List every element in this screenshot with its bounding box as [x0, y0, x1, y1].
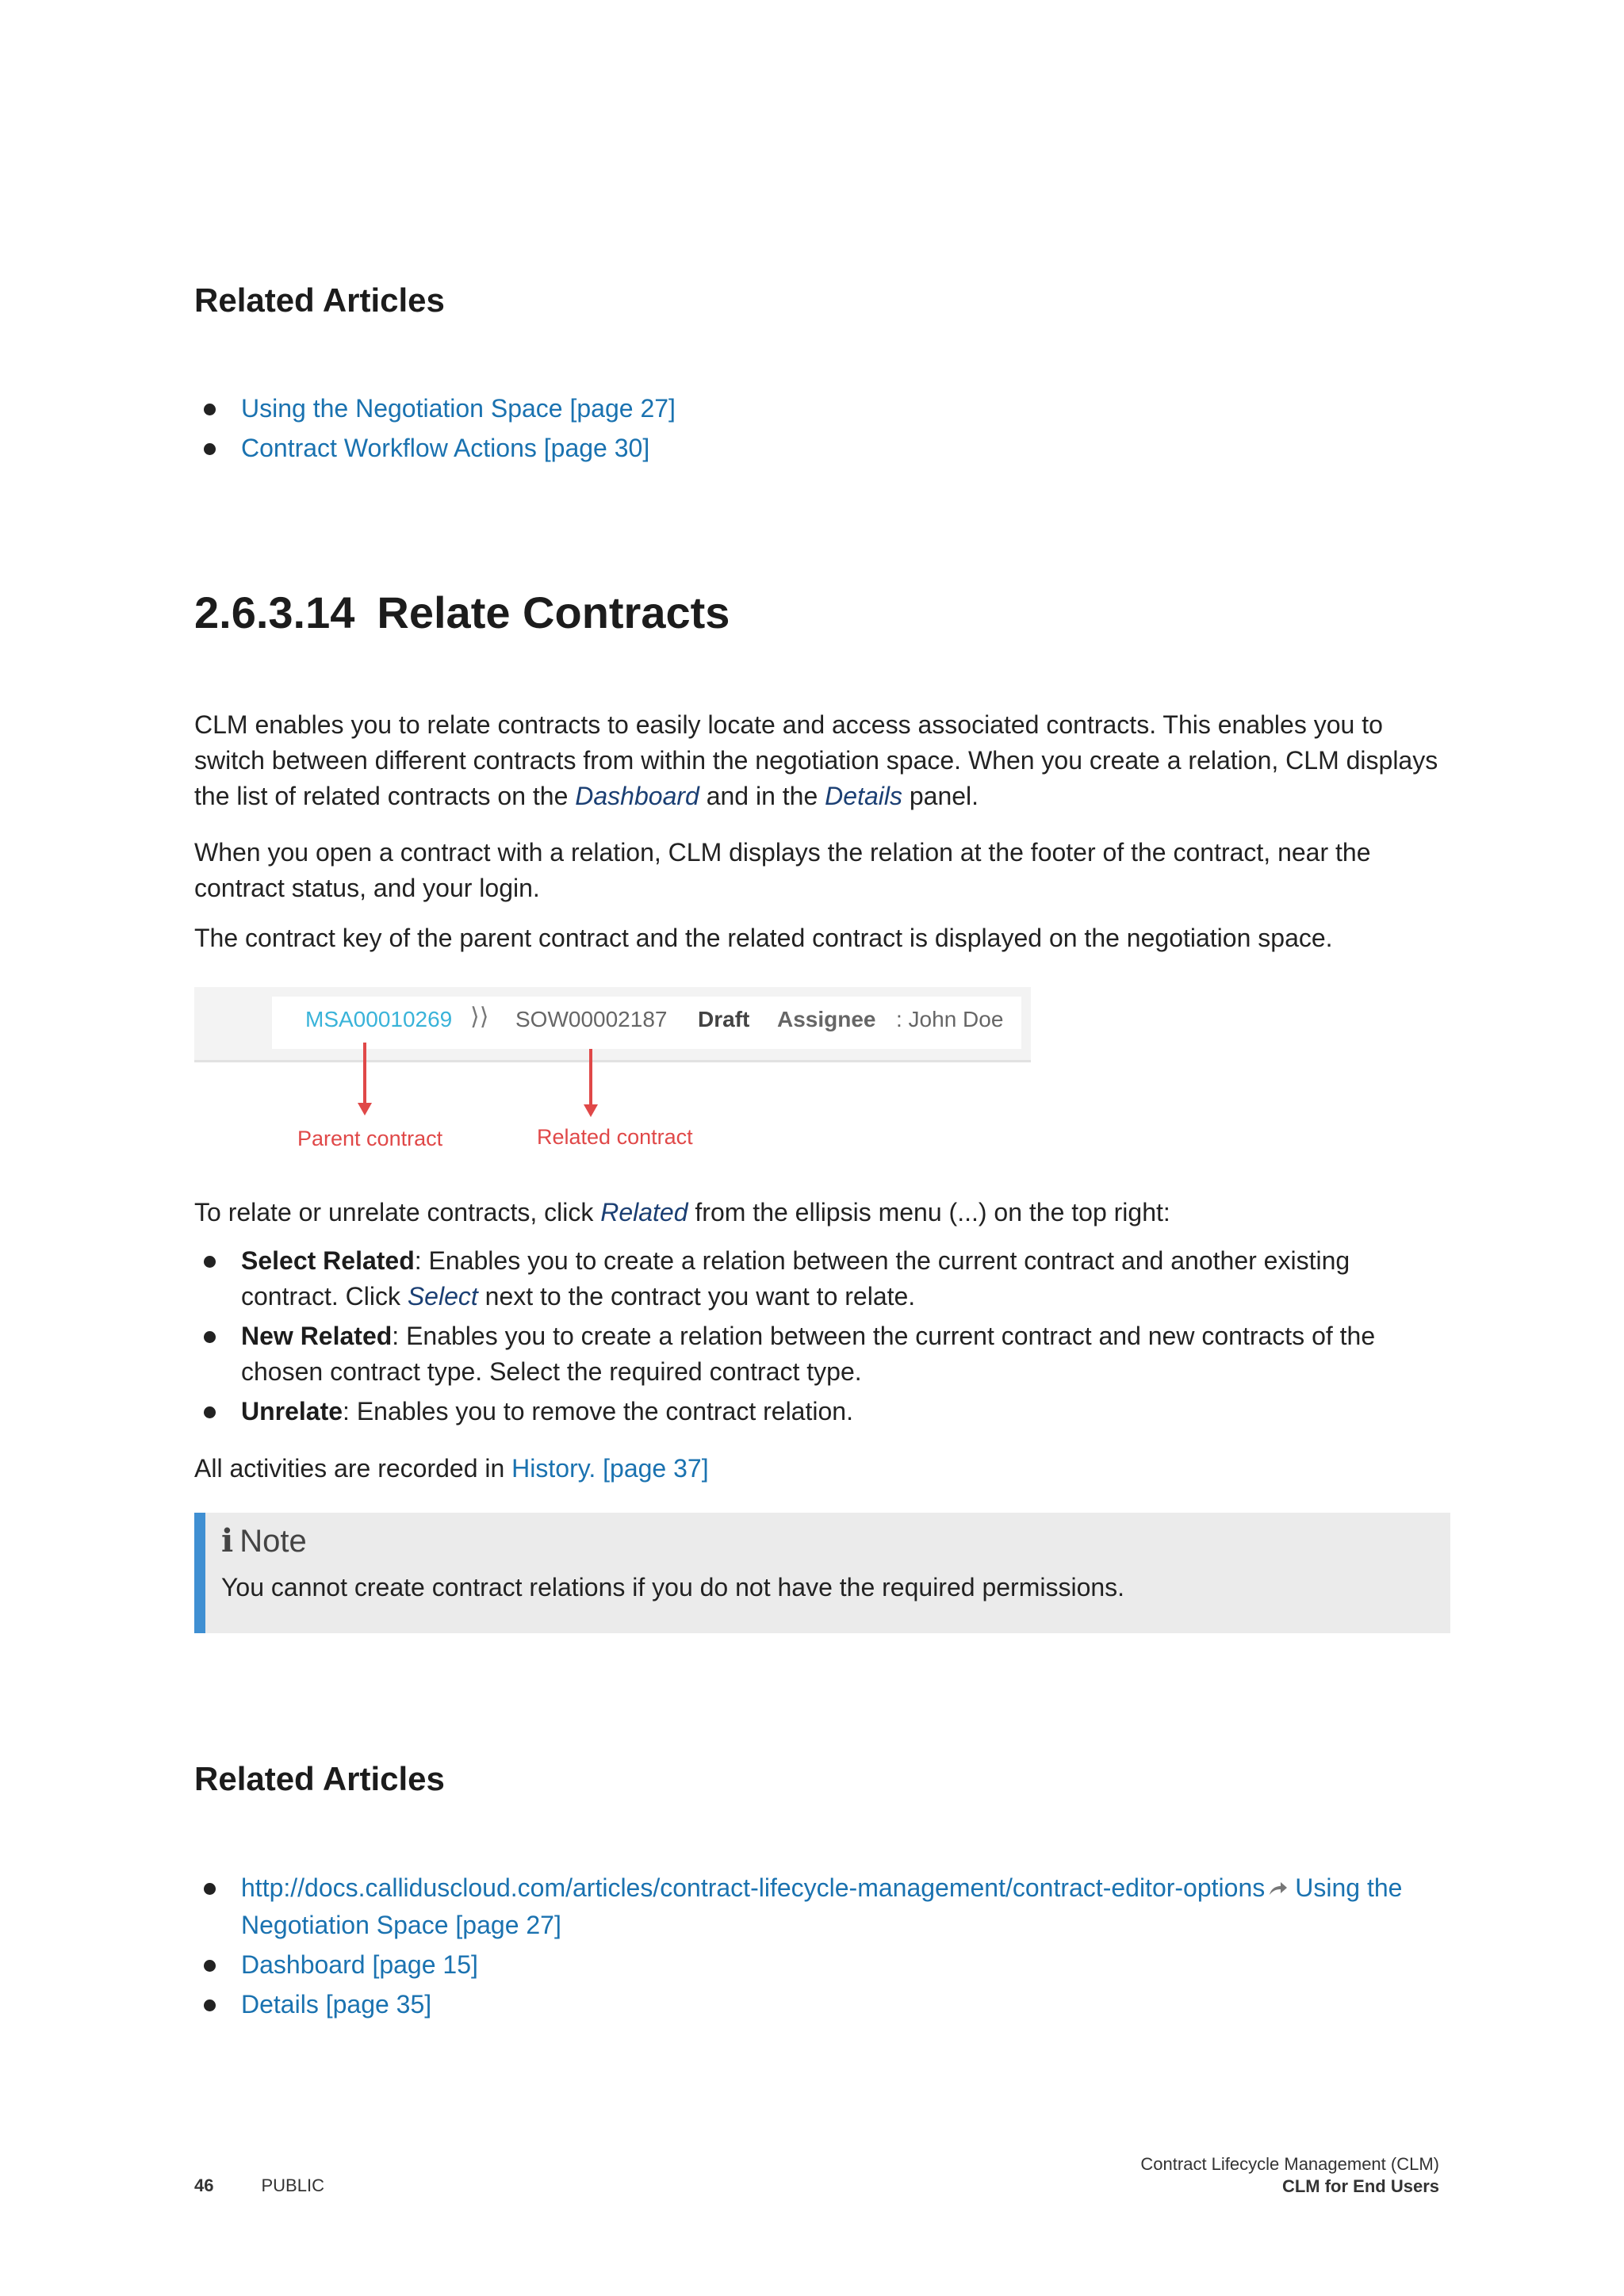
section-number: 2.6.3.14	[194, 587, 355, 637]
paragraph-relate-instructions	[194, 1195, 1447, 1230]
link-negotiation-space[interactable]: Using the Negotiation Space [page 27]	[241, 394, 676, 423]
paragraph-history	[194, 1451, 1447, 1487]
list-item	[194, 1987, 1447, 2022]
section-title-text: Relate Contracts	[377, 587, 730, 637]
classification-label: PUBLIC	[261, 2175, 324, 2195]
assignee-label: Assignee	[777, 1007, 876, 1031]
list-item	[194, 391, 1447, 427]
term-new-related: New Related	[241, 1322, 393, 1350]
list-item	[194, 1394, 1447, 1429]
text: and in the	[699, 782, 825, 810]
parent-contract-key: MSA00010269	[305, 1007, 453, 1031]
parent-contract-label: Parent contract	[297, 1127, 443, 1150]
link-contract-workflow-actions[interactable]: Contract Workflow Actions [page 30]	[241, 434, 650, 462]
link-dashboard[interactable]: Dashboard [page 15]	[241, 1950, 478, 1980]
text: CLM enables you to relate contracts to easily locate and access associated contracts. This enables you to switch between different contracts from within the negotiation space. When you create a relation, CLM displays the list of related contracts on the	[194, 710, 1438, 810]
related-articles-heading: Related Articles	[194, 281, 445, 319]
note-title: Note	[239, 1524, 307, 1559]
external-link-icon	[1268, 1872, 1289, 1908]
chevron-right-icon: ⟩⟩	[470, 1004, 489, 1030]
link-history[interactable]: History. [page 37]	[511, 1454, 709, 1483]
paragraph-intro	[194, 707, 1447, 814]
footer-right	[1140, 2153, 1439, 2198]
section-title	[194, 587, 730, 638]
list-item	[194, 430, 1447, 466]
paragraph-relation-footer: When you open a contract with a relation, CLM displays the relation at the footer of the contract, near the contract status, and your login.	[194, 838, 1371, 902]
term-unrelate: Unrelate	[241, 1397, 343, 1425]
ui-ref-details: Details	[825, 782, 902, 810]
related-articles-heading-bottom: Related Articles	[194, 1760, 445, 1797]
text: from the ellipsis menu (...) on the top right:	[688, 1198, 1170, 1226]
note-heading	[221, 1522, 307, 1559]
page-number: 46	[194, 2175, 214, 2195]
note-box	[194, 1513, 1450, 1633]
text: next to the contract you want to relate.	[477, 1282, 916, 1311]
term-select-related: Select Related	[241, 1246, 415, 1275]
list-item	[194, 1318, 1447, 1390]
text: All activities are recorded in	[194, 1454, 512, 1483]
list-item	[194, 1947, 1447, 1983]
link-details[interactable]: Details [page 35]	[241, 1990, 432, 2019]
paragraph-contract-key: The contract key of the parent contract and the related contract is displayed on the negotiation space.	[194, 924, 1333, 952]
assignee-value: : John Doe	[896, 1007, 1004, 1031]
link-negotiation-space-bottom[interactable]: Using the Negotiation Space [page 27]	[241, 1873, 1403, 1940]
ui-ref-select: Select	[407, 1282, 478, 1311]
contract-relation-screenshot	[194, 987, 1031, 1169]
note-body: You cannot create contract relations if you do not have the required permissions.	[221, 1573, 1125, 1601]
list-item	[194, 1870, 1447, 1943]
document-subtitle: CLM for End Users	[1281, 2176, 1439, 2196]
text: : Enables you to remove the contract relation.	[343, 1397, 853, 1425]
link-contract-editor-options[interactable]: http://docs.calliduscloud.com/articles/contract-lifecycle-management/contract-editor-options	[241, 1873, 1266, 1902]
info-icon: i	[221, 1522, 234, 1559]
ui-ref-related: Related	[600, 1198, 688, 1226]
footer-left	[194, 2175, 324, 2196]
related-articles-list	[194, 391, 1447, 470]
arrow-related	[584, 1049, 598, 1117]
list-item	[194, 1243, 1447, 1314]
relate-options-list	[194, 1243, 1447, 1433]
text: To relate or unrelate contracts, click	[194, 1198, 601, 1226]
related-articles-list-bottom	[194, 1870, 1447, 2026]
contract-status: Draft	[698, 1007, 750, 1031]
related-contract-key: SOW00002187	[515, 1007, 668, 1031]
text: : Enables you to create a relation between the current contract and new contracts of the chosen contract type. Select the required contract type.	[241, 1322, 1376, 1386]
arrow-parent	[358, 1043, 372, 1115]
text: panel.	[902, 782, 979, 810]
text: : Enables you to create a relation between the current contract and another existing contract. Click	[241, 1246, 1350, 1311]
document-title: Contract Lifecycle Management (CLM)	[1140, 2154, 1439, 2174]
ui-ref-dashboard: Dashboard	[575, 782, 699, 810]
related-contract-label: Related contract	[537, 1125, 693, 1149]
